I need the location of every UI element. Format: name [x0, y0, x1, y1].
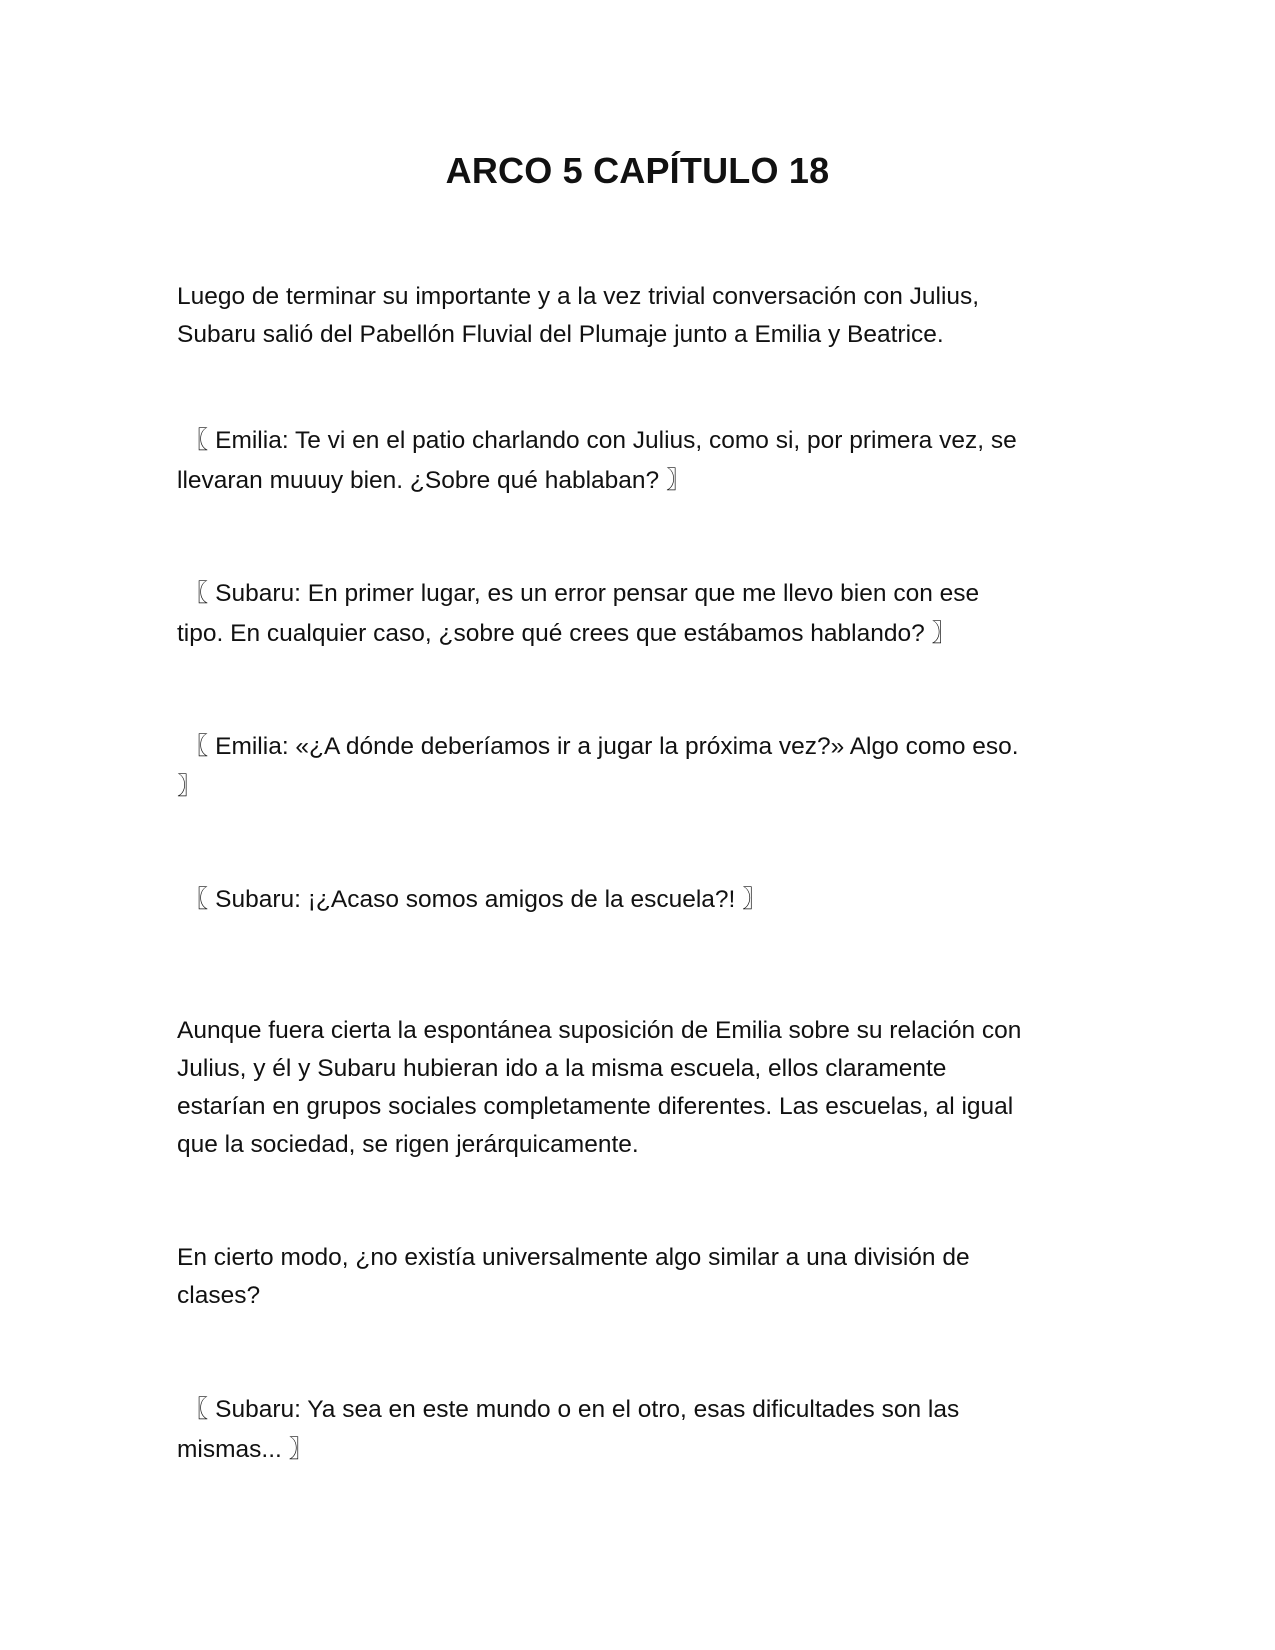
text-line: 〗 — [177, 773, 202, 800]
text-line: Aunque fuera cierta la espontánea suposición de Emilia sobre su relación con — [177, 1017, 1022, 1044]
text-line: llevaran muuuy bien. ¿Sobre qué hablaban? 〗 — [177, 467, 691, 494]
text-line: tipo. En cualquier caso, ¿sobre qué crees que estábamos hablando? 〗 — [177, 620, 957, 647]
text-line: 〖 Emilia: Te vi en el patio charlando con Julius, como si, por primera vez, se — [177, 427, 1017, 454]
text-line: 〖 Subaru: Ya sea en este mundo o en el otro, esas dificultades son las — [177, 1396, 960, 1423]
paragraph-narration-1 — [177, 278, 1102, 354]
paragraph-dialogue-subaru-1 — [177, 574, 1102, 654]
text-line: que la sociedad, se rigen jerárquicamente. — [177, 1131, 639, 1158]
text-line: Subaru salió del Pabellón Fluvial del Plumaje junto a Emilia y Beatrice. — [177, 321, 944, 348]
paragraph-dialogue-emilia-2 — [177, 727, 1102, 807]
text-line: En cierto modo, ¿no existía universalmente algo similar a una división de — [177, 1244, 970, 1271]
chapter-title: ARCO 5 CAPÍTULO 18 — [445, 150, 830, 191]
paragraph-dialogue-subaru-2 — [177, 880, 1102, 920]
paragraph-dialogue-subaru-3 — [177, 1390, 1102, 1470]
text-line: mismas... 〗 — [177, 1436, 314, 1463]
text-line: 〖 Subaru: ¡¿Acaso somos amigos de la escuela?! 〗 — [177, 886, 767, 913]
text-line: Luego de terminar su importante y a la vez trivial conversación con Julius, — [177, 283, 980, 310]
text-line: 〖 Emilia: «¿A dónde deberíamos ir a jugar la próxima vez?» Algo como eso. — [177, 733, 1019, 760]
paragraph-narration-2 — [177, 1012, 1102, 1164]
text-line: Julius, y él y Subaru hubieran ido a la misma escuela, ellos claramente — [177, 1055, 947, 1082]
text-line: estarían en grupos sociales completamente diferentes. Las escuelas, al igual — [177, 1093, 1014, 1120]
text-line: clases? — [177, 1282, 261, 1309]
paragraph-narration-3 — [177, 1239, 1102, 1315]
paragraph-dialogue-emilia-1 — [177, 421, 1102, 501]
text-line: 〖 Subaru: En primer lugar, es un error pensar que me llevo bien con ese — [177, 580, 980, 607]
